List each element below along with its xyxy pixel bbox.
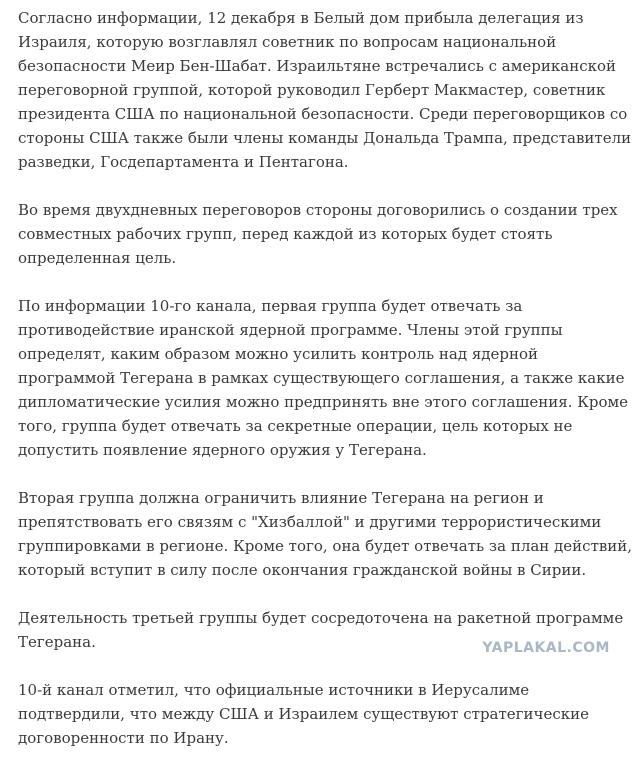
article-paragraph-6: 10-й канал отметил, что официальные источники в Иерусалиме подтвердили, что между США и Израилем существуют стратегические договоренности по Ирану. [18, 681, 589, 747]
article-body [18, 6, 634, 774]
article-paragraph-5: Деятельность третьей группы будет сосредоточена на ракетной программе Тегерана. [18, 609, 624, 651]
article-paragraph-2: Во время двухдневных переговоров стороны договорились о создании трех совместных рабочих групп, перед каждой из которых будет стоять определенная цель. [18, 201, 618, 267]
site-watermark: YAPLAKAL.COM [482, 640, 610, 656]
article-paragraph-4: Вторая группа должна ограничить влияние Тегерана на регион и препятствовать его связям с "Хизбаллой" и другими террористическими группировками в регионе. Кроме того, она будет отвечать за план действий, который вступит в силу после окончания гражданской войны в Сирии. [18, 489, 633, 579]
article-paragraph-1: Согласно информации, 12 декабря в Белый дом прибыла делегация из Израиля, которую возглавлял советник по вопросам национальной безопасности Меир Бен-Шабат. Израильтяне встречались с американской переговорной группой, которой руководил Герберт Макмастер, советник президента США по национальной безопасности. Среди переговорщиков со стороны США также были члены команды Дональда Трампа, представители разведки, Госдепартамента и Пентагона. [18, 9, 632, 171]
article-paragraph-3: По информации 10-го канала, первая группа будет отвечать за противодействие иранской ядерной программе. Члены этой группы определят, каким образом можно усилить контроль над ядерной программой Тегерана в рамках существующего соглашения, а также какие дипломатические усилия можно предпринять вне этого соглашения. Кроме того, группа будет отвечать за секретные операции, цель которых не допустить появление ядерного оружия у Тегерана. [18, 297, 629, 459]
